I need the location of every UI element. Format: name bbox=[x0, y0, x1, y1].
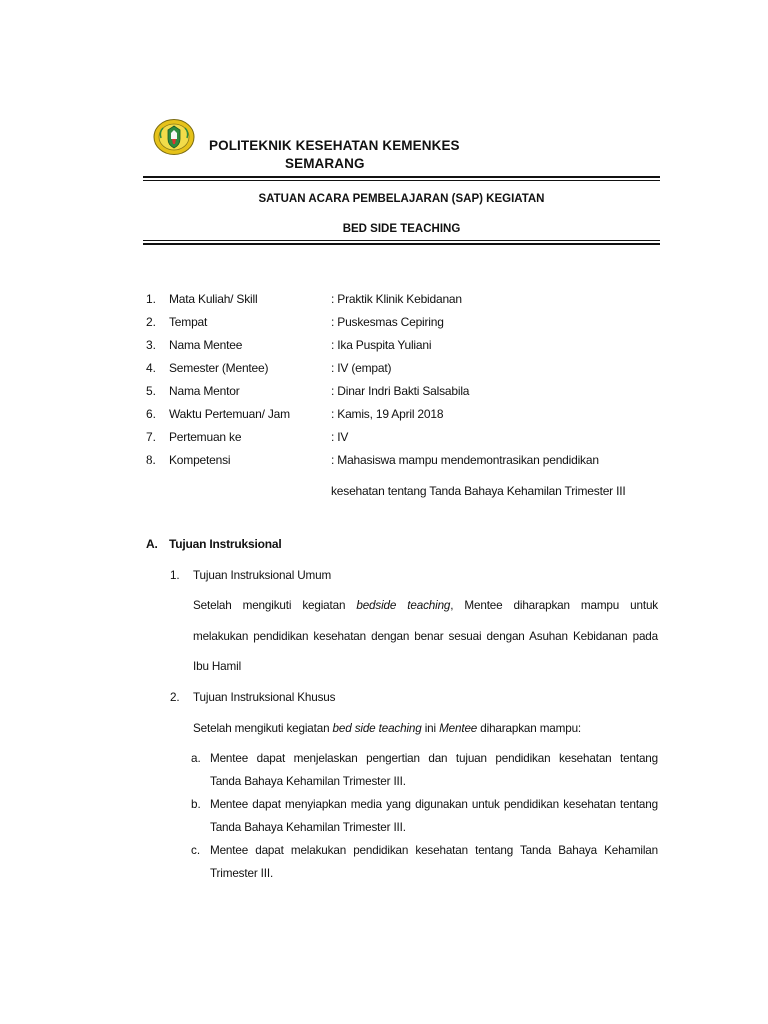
info-value: : Puskesmas Cepiring bbox=[331, 315, 444, 329]
emblem-icon bbox=[153, 118, 195, 156]
info-value: : Praktik Klinik Kebidanan bbox=[331, 292, 462, 306]
info-label: Kompetensi bbox=[169, 453, 231, 467]
info-value: : Ika Puspita Yuliani bbox=[331, 338, 432, 352]
list-item-label: b. bbox=[191, 798, 201, 811]
info-value-continued: kesehatan tentang Tanda Bahaya Kehamilan Trimester III bbox=[331, 484, 626, 498]
title-rule-thin bbox=[143, 240, 660, 241]
info-number: 4. bbox=[146, 361, 157, 375]
subsection-number: 2. bbox=[170, 691, 180, 704]
list-item-label: c. bbox=[191, 844, 201, 857]
document-subtitle: BED SIDE TEACHING bbox=[342, 223, 461, 235]
subsection-heading: Tujuan Instruksional Umum bbox=[193, 569, 332, 582]
header-rule-thin bbox=[143, 180, 660, 181]
paragraph-intro: Setelah mengikuti kegiatan bed side teaching ini Mentee diharapkan mampu: bbox=[193, 722, 582, 735]
info-number: 7. bbox=[146, 430, 157, 444]
info-number: 6. bbox=[146, 407, 157, 421]
list-item-line: Tanda Bahaya Kehamilan Trimester III. bbox=[210, 821, 406, 834]
subsection-heading: Tujuan Instruksional Khusus bbox=[193, 691, 336, 704]
info-value: : IV bbox=[331, 430, 349, 444]
info-label: Mata Kuliah/ Skill bbox=[169, 292, 258, 306]
info-value: : Dinar Indri Bakti Salsabila bbox=[331, 384, 470, 398]
section-heading: Tujuan Instruksional bbox=[169, 537, 282, 551]
section-label: A. bbox=[146, 537, 158, 551]
paragraph-line: Setelah mengikuti kegiatan bedside teaching, Mentee diharapkan mampu untuk bbox=[193, 599, 658, 612]
institution-name-line2: SEMARANG bbox=[285, 156, 365, 171]
info-label: Tempat bbox=[169, 315, 208, 329]
subsection-number: 1. bbox=[170, 569, 180, 582]
info-number: 1. bbox=[146, 292, 157, 306]
info-value: : Mahasiswa mampu mendemontrasikan pendidikan bbox=[331, 453, 599, 467]
institution-name-line1: POLITEKNIK KESEHATAN KEMENKES bbox=[209, 138, 460, 153]
info-value: : Kamis, 19 April 2018 bbox=[331, 407, 444, 421]
header-rule-thick bbox=[143, 176, 660, 178]
list-item-line: Mentee dapat menyiapkan media yang digunakan untuk pendidikan kesehatan tentang bbox=[210, 798, 658, 811]
paragraph-line: Ibu Hamil bbox=[193, 660, 242, 673]
info-number: 3. bbox=[146, 338, 157, 352]
info-value: : IV (empat) bbox=[331, 361, 392, 375]
list-item-line: Trimester III. bbox=[210, 867, 274, 880]
list-item-label: a. bbox=[191, 752, 201, 765]
info-label: Pertemuan ke bbox=[169, 430, 242, 444]
info-number: 8. bbox=[146, 452, 156, 467]
info-label: Semester (Mentee) bbox=[169, 361, 269, 375]
info-number: 2. bbox=[146, 315, 157, 329]
info-number: 5. bbox=[146, 384, 157, 398]
info-label: Waktu Pertemuan/ Jam bbox=[169, 407, 290, 421]
document-title: SATUAN ACARA PEMBELAJARAN (SAP) KEGIATAN bbox=[258, 193, 545, 205]
info-label: Nama Mentor bbox=[169, 384, 240, 398]
list-item-line: Mentee dapat melakukan pendidikan kesehatan tentang Tanda Bahaya Kehamilan bbox=[210, 844, 658, 857]
info-label: Nama Mentee bbox=[169, 338, 243, 352]
paragraph-line: melakukan pendidikan kesehatan dengan benar sesuai dengan Asuhan Kebidanan pada bbox=[193, 630, 658, 643]
list-item-line: Mentee dapat menjelaskan pengertian dan tujuan pendidikan kesehatan tentang bbox=[210, 752, 658, 765]
title-rule-thick bbox=[143, 243, 660, 245]
list-item-line: Tanda Bahaya Kehamilan Trimester III. bbox=[210, 775, 406, 788]
